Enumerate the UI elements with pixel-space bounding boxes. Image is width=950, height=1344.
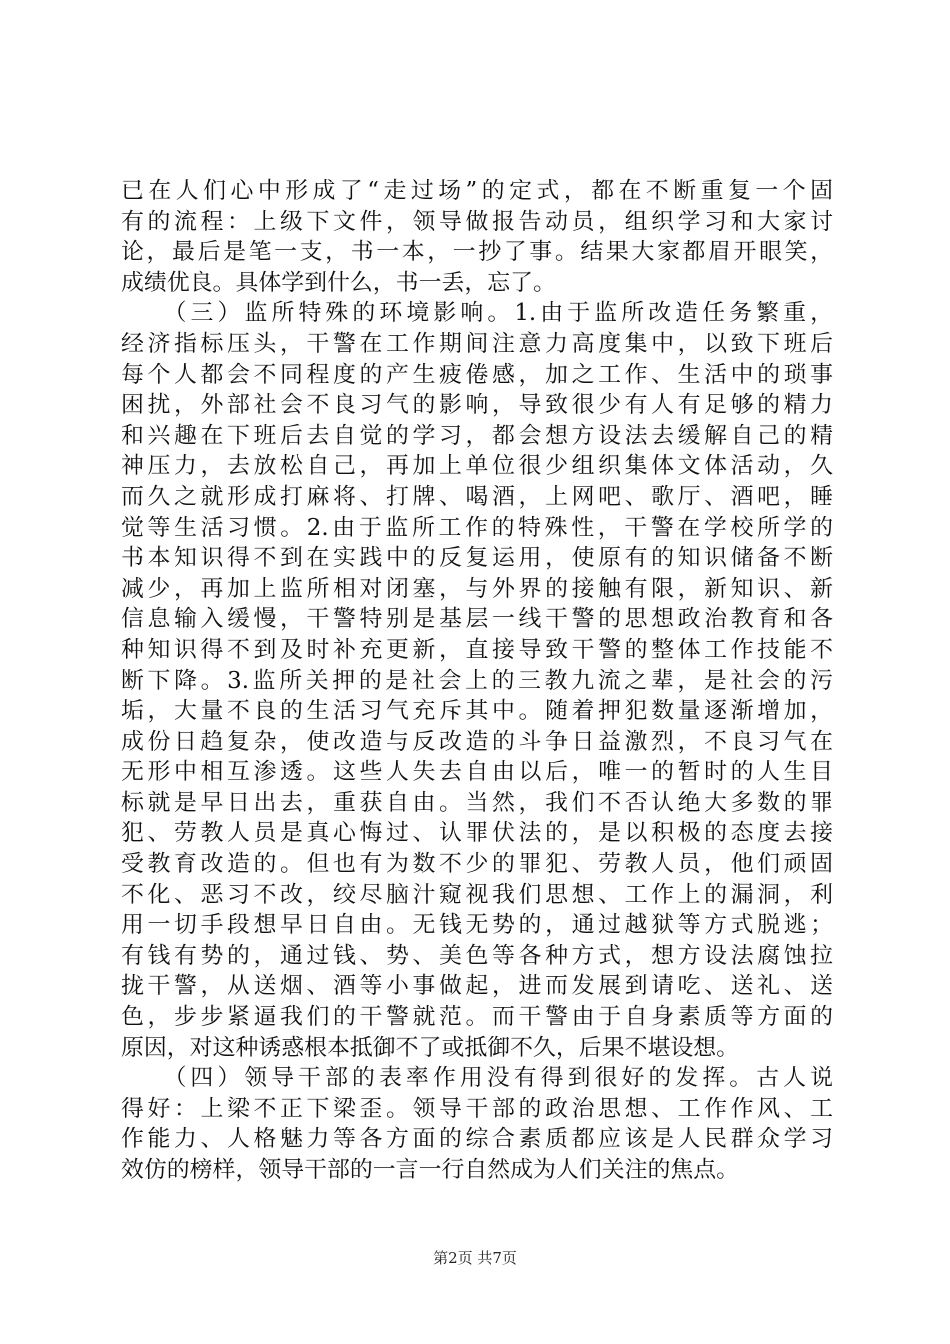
text-line: 减少，再加上监所相对闭塞，与外界的接触有限，新知识、新: [121, 575, 833, 602]
text-line: 困扰，外部社会不良习气的影响，导致很少有人有足够的精力: [121, 392, 833, 419]
text-line: 受教育改造的。但也有为数不少的罪犯、劳教人员，他们顽固: [121, 851, 833, 878]
text-line: （三）监所特殊的环境影响。1.由于监所改造任务繁重，: [121, 300, 833, 327]
text-line: 觉等生活习惯。2.由于监所工作的特殊性，干警在学校所学的: [121, 514, 833, 541]
text-line: 色，步步紧逼我们的干警就范。而干警由于自身素质等方面的: [121, 1004, 833, 1031]
text-line: 原因，对这种诱惑根本抵御不了或抵御不久，后果不堪设想。: [121, 1034, 740, 1061]
text-line: 信息输入缓慢，干警特别是基层一线干警的思想政治教育和各: [121, 606, 833, 633]
text-line: 无形中相互渗透。这些人失去自由以后，唯一的暂时的人生目: [121, 759, 833, 786]
text-line: 有钱有势的，通过钱、势、美色等各种方式，想方设法腐蚀拉: [121, 942, 833, 969]
page-number-footer: 第2页 共7页: [433, 1249, 517, 1267]
text-line: 有的流程：上级下文件，领导做报告动员，组织学习和大家讨: [121, 208, 833, 235]
text-line: 书本知识得不到在实践中的反复运用，使原有的知识储备不断: [121, 545, 833, 572]
text-line: 不化、恶习不改，绞尽脑汁窥视我们思想、工作上的漏洞，利: [121, 881, 833, 908]
text-line: 拢干警，从送烟、酒等小事做起，进而发展到请吃、送礼、送: [121, 973, 833, 1000]
body-text: [121, 176, 833, 1186]
text-line: 用一切手段想早日自由。无钱无势的，通过越狱等方式脱逃；: [121, 912, 833, 939]
text-line: 成份日趋复杂，使改造与反改造的斗争日益激烈，不良习气在: [121, 728, 833, 755]
text-line: 犯、劳教人员是真心悔过、认罪伏法的，是以积极的态度去接: [121, 820, 833, 847]
text-line: 神压力，去放松自己，再加上单位很少组织集体文体活动，久: [121, 453, 833, 480]
text-line: 标就是早日出去，重获自由。当然，我们不否认绝大多数的罪: [121, 789, 833, 816]
text-line: 垢，大量不良的生活习气充斥其中。随着押犯数量逐渐增加，: [121, 698, 833, 725]
text-line: 得好：上梁不正下梁歪。领导干部的政治思想、工作作风、工: [121, 1095, 833, 1122]
text-line: （四）领导干部的表率作用没有得到很好的发挥。古人说: [121, 1065, 833, 1092]
text-line: 成绩优良。具体学到什么，书一丢，忘了。: [121, 269, 556, 296]
text-line: 作能力、人格魅力等各方面的综合素质都应该是人民群众学习: [121, 1126, 833, 1153]
text-line: 已在人们心中形成了“走过场”的定式，都在不断重复一个固: [121, 178, 833, 204]
text-line: 论，最后是笔一支，书一本，一抄了事。结果大家都眉开眼笑，: [121, 239, 833, 266]
text-line: 和兴趣在下班后去自觉的学习，都会想方设法去缓解自己的精: [121, 422, 833, 449]
text-line: 而久之就形成打麻将、打牌、喝酒，上网吧、歌厅、酒吧，睡: [121, 483, 833, 510]
text-line: 效仿的榜样，领导干部的一言一行自然成为人们关注的焦点。: [121, 1157, 740, 1183]
text-line: 断下降。3.监所关押的是社会上的三教九流之辈，是社会的污: [121, 667, 833, 694]
text-line: 每个人都会不同程度的产生疲倦感，加之工作、生活中的琐事: [121, 361, 833, 388]
text-line: 经济指标压头，干警在工作期间注意力高度集中，以致下班后: [121, 330, 833, 357]
text-line: 种知识得不到及时补充更新，直接导致干警的整体工作技能不: [121, 636, 833, 663]
